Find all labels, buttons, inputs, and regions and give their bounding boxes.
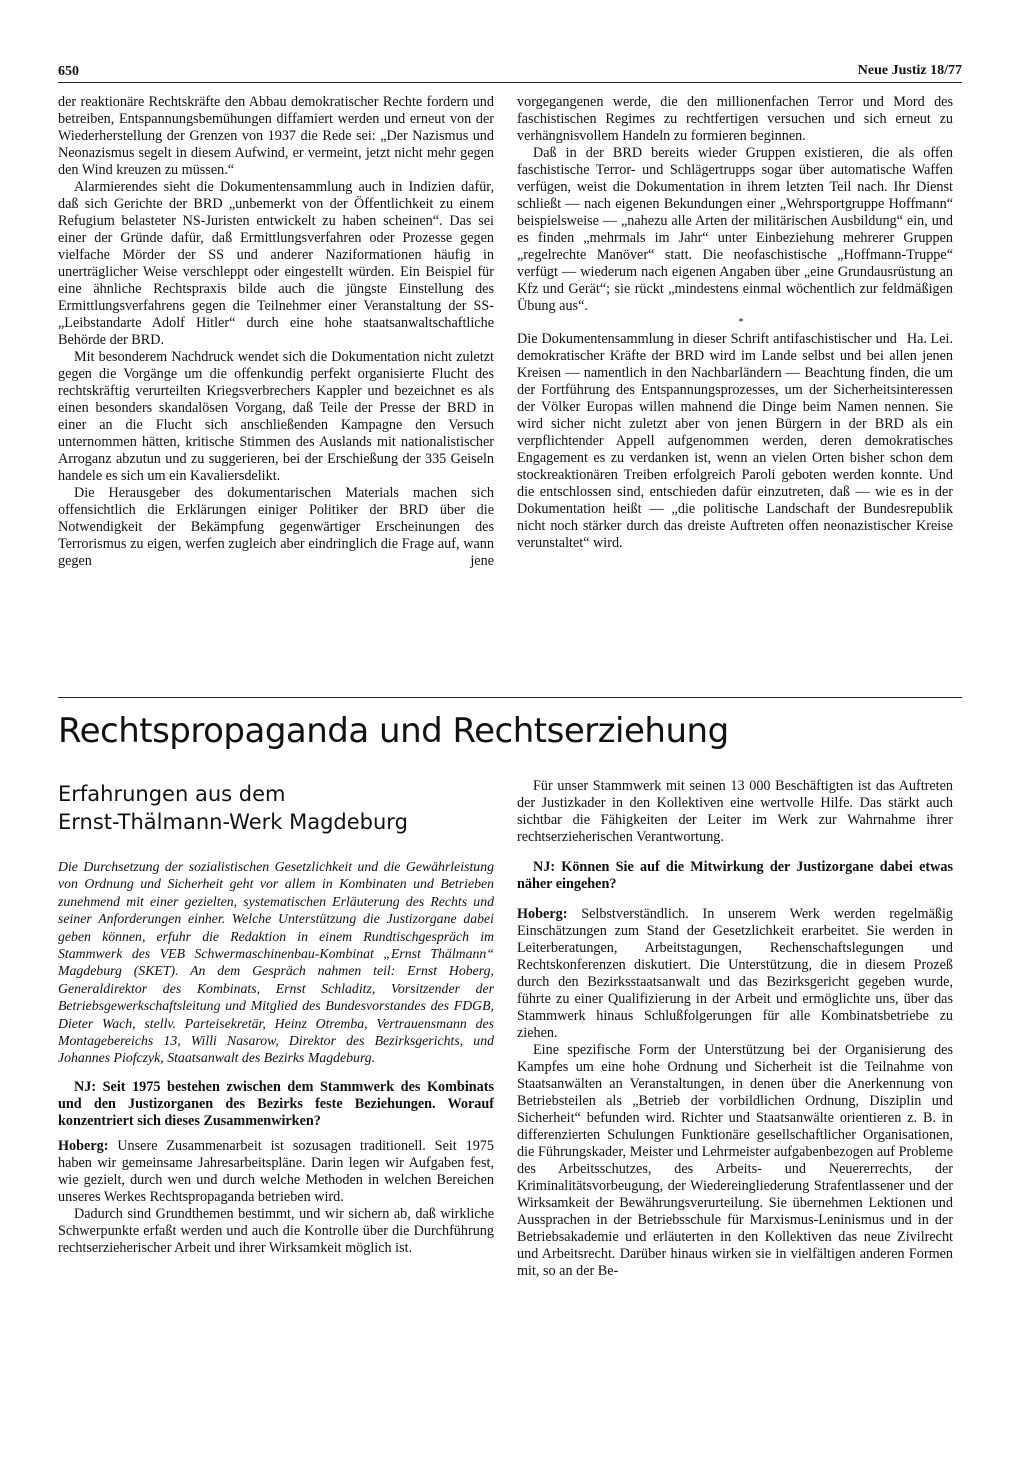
paragraph: der reaktionäre Rechtskräfte den Abbau demokratischer Rechte fordern und betreiben, Entspannungsbemühungen diffamiert werden und erneut von der Wiederherstellung der Grenzen von 1937 die Rede sei: „Der Nazismus und Neonazismus segelt in diesem Aufwind, er vermeint, jetzt nicht mehr gegen den Wind kreuzen zu müssen.“ [58, 94, 494, 178]
paragraph: Alarmierendes sieht die Dokumentensammlung auch in Indizien dafür, daß sich Gerichte der BRD „unbemerkt von der Öffentlichkeit zu einem Refugium belasteter NS-Juristen entwickelt zu haben scheinen“. Das sei einer der Gründe dafür, daß Ermittlungsverfahren oder Prozesse gegen vielfache Mörder der SS und anderer Naziformationen häufig in unerträglicher Weise verschleppt oder eingestellt würden. Ein Beispiel für eine ähnliche Rechtspraxis bilde auch die jüngste Einstellung des Ermittlungsverfahrens gegen die Teilnehmer einer Veranstaltung der SS-„Leibstandarte Adolf Hitler“ durch eine hohe staatsanwaltschaftliche Behörde der BRD. [58, 179, 494, 348]
interview-question: NJ: Können Sie auf die Mitwirkung der Justizorgane dabei etwas näher eingehen? [517, 859, 953, 892]
subtitle-line: Ernst-Thälmann-Werk Magdeburg [58, 810, 408, 834]
section-separator: * [738, 316, 744, 328]
paragraph: Eine spezifische Form der Unterstützung bei der Organisierung des Kampfes um eine hohe Ordnung und Sicherheit ist die Teilnahme von Staatsanwälten an Veranstaltungen, in denen über die Anerkennung von Betriebsteilen als „Betrieb der vorbildlichen Ordnung, Disziplin und Sicherheit“ befunden wird. Richter und Staatsanwälte orientieren z. B. in differenzierten Schulungen Funktionäre gesellschaftlicher Organisationen, die Führungskader, Meister und Lehrmeister aufgabenbezogen auf Probleme des Arbeitsschutzes, des Arbeits- und Neuererrechts, der Kriminalitätsvorbeugung, der Wiedereingliederung Strafentlassener und der Wirksamkeit der Bewährungsverurteilung. Sie übernehmen Lektionen und Aussprachen in der Betriebsschule für Marxismus-Leninismus und in der Betriebsakademie und erläuterten in den Kollektiven das neue Zivilrecht und Arbeitsrecht. Darüber hinaus wirken sie in vielfältigen anderen Formen mit, so an der Be- [517, 1042, 953, 1279]
journal-issue: Neue Justiz 18/77 [857, 63, 962, 78]
interview-answer [517, 906, 953, 1042]
paragraph-text: Die Dokumentensammlung in dieser Schrift antifaschistischer und demokratischer Kräfte der BRD wird im Lande selbst und bei allen jenen Kreisen — namentlich in den Nachbarländern — Beachtung finden, die um der Fortführung des Entspannungsprozesses, um der Sicherheitsinteressen der Völker Europas willen mahnend die Dinge beim Namen nennen. Sie wird sicher nicht zuletzt aber von jenen Bürgern in der BRD als ein verpflichtender Appell aufgenommen werden, deren demokratisches Engagement es zu verdanken ist, wenn an vielen Orten bisher schon dem stockreaktionären Treiben erfolgreich Paroli geboten werden konnte. Und die entschlossen sind, entschieden dafür einzutreten, daß — wie es in der Dokumentation heißt — „die politische Landschaft der Bundesrepublik nicht noch stärker durch das dreiste Auftreten offen neonazistischer Kreise verunstaltet“ wird. [517, 331, 953, 551]
answer-text: Selbstverständlich. In unserem Werk werden regelmäßig Einschätzungen zum Stand der Gesetzlichkeit erarbeitet. Sie werden in Leiterberatungen, Arbeitstagungen, Rechenschaftslegungen und Rechtskonferenzen diskutiert. Die Unterstützung, die in diesem Prozeß durch den Bezirksstaatsanwalt und das Bezirksgericht gegeben wurde, führte zu einer Qualifizierung in der Arbeit und ermöglichte uns, über das Stammwerk hinaus Schlußfolgerungen für alle Kombinatsbetriebe zu ziehen. [517, 906, 954, 1041]
paragraph: vorgegangenen werde, die den millionenfachen Terror und Mord des faschistischen Regimes zu rechtfertigen versuchen und sich erneut zu verhängnisvollem Handeln zu formieren beginnen. [517, 94, 953, 144]
lead-paragraph: Die Durchsetzung der sozialistischen Gesetzlichkeit und die Gewährleistung von Ordnung und Sicherheit geht vor allem in Kombinaten und Betrieben zunehmend mit einer gezielten, systematischen Erläuterung des Rechts und seiner Anforderungen einher. Welche Unterstützung die Justizorgane dabei geben können, erfuhr die Redaktion in einem Rundtischgespräch im Stammwerk des VEB Schwermaschinenbau-Kombinat „Ernst Thälmann“ Magdeburg (SKET). An dem Gespräch nahmen teil: Ernst Hoberg, Generaldirektor des Kombinats, Ernst Schladitz, Vorsitzender der Betriebsgewerkschaftsleitung und Mitglied des Bundesvorstandes des FDGB, Dieter Wach, stellv. Parteisekretär, Heinz Otremba, Vertrauensmann des Montagebereichs 13, Willi Nasarow, Direktor des Bezirksgerichts, und Johannes Piofczyk, Staatsanwalt des Bezirks Magdeburg. [58, 859, 494, 1066]
section-rule [58, 697, 962, 698]
interview-question: NJ: Seit 1975 bestehen zwischen dem Stammwerk des Kombinats und den Justizorganen des Bezirks feste Beziehungen. Worauf konzentriert sich dieses Zusammenwirken? [58, 1078, 494, 1129]
article-subtitle [58, 780, 494, 836]
page-number: 650 [58, 64, 79, 79]
paragraph: Dadurch sind Grundthemen bestimmt, und wir sichern ab, daß wirkliche Schwerpunkte erfaßt werden und auch die Kontrolle über die Durchführung rechtserzieherischer Arbeit und ihrer Wirksamkeit möglich ist. [58, 1205, 494, 1256]
subtitle-line: Erfahrungen aus dem [58, 782, 286, 806]
upper-left-column [58, 94, 494, 570]
article-lead [58, 858, 494, 1067]
answer-text: Unsere Zusammenarbeit ist sozusagen traditionell. Seit 1975 haben wir gemeinsame Jahresarbeitspläne. Darin legen wir Aufgaben fest, wie gezielt, durch wen und durch welche Methoden in welchen Bereichen unseres Werkes Rechtspropaganda betrieben wird. [58, 1137, 494, 1205]
signature: Ha. Lei. [906, 331, 953, 347]
paragraph: Die Herausgeber des dokumentarischen Materials machen sich offensichtlich die Erklärungen einiger Politiker der BRD über die Notwendigkeit der Bekämpfung gegenwärtiger Erscheinungen des Terrorismus zu eigen, werfen zugleich aber eindringlich die Frage auf, wann gegen jene [58, 485, 494, 569]
section-title: Rechtspropaganda und Rechtserziehung [58, 711, 729, 751]
interview-answer [58, 1138, 494, 1206]
speaker-name: Hoberg: [517, 906, 568, 922]
lower-left-column [58, 780, 494, 1257]
upper-right-column [517, 94, 953, 552]
speaker-name: Hoberg: [58, 1137, 109, 1154]
lower-right-column [517, 778, 953, 1280]
paragraph [517, 331, 953, 552]
paragraph: Mit besonderem Nachdruck wendet sich die Dokumentation nicht zuletzt gegen die Vorgänge um die offenkundig perfekt organisierte Flucht des rechtskräftig verurteilten Kriegsverbrechers Kappler und bezeichnet es als einen besonders skandalösen Vorgang, daß Teile der Presse der BRD in einer an die Flucht sich anschließenden Kampagne den Versuch unternommen hätten, kritische Stimmen des Auslands mit nationalistischer Arroganz abzutun und zu suggerieren, bei der Erschießung der 335 Geiseln handele es sich um ein Kavaliersdelikt. [58, 349, 494, 484]
header-rule [58, 82, 962, 83]
paragraph: Daß in der BRD bereits wieder Gruppen existieren, die als offen faschistische Terror- und Schlägertrupps sogar über automatische Waffen verfügen, weist die Dokumentation in ihrem letzten Teil nach. Ihr Dienst schließt — nach eigenen Bekundungen einer „Wehrsportgruppe Hoffmann“ beispielsweise — „nahezu alle Arten der militärischen Ausbildung“ ein, und es finden „mehrmals im Jahr“ unter Einbeziehung mehrerer Gruppen „regelrechte Manöver“ statt. Die neofaschistische „Hoffmann-Truppe“ verfügt — wiederum nach eigenen Angaben über „eine Grundausrüstung an Kfz und Gerät“; sie rückt „mindestens einmal wöchentlich zur feldmäßigen Übung aus“. [517, 145, 953, 314]
paragraph: Für unser Stammwerk mit seinen 13 000 Beschäftigten ist das Auftreten der Justizkader in den Kollektiven eine wertvolle Hilfe. Das stärkt auch sichtbar die Fähigkeiten der Leiter im Werk zur Wahrnahme ihrer rechtserzieherischen Verantwortung. [517, 778, 953, 845]
